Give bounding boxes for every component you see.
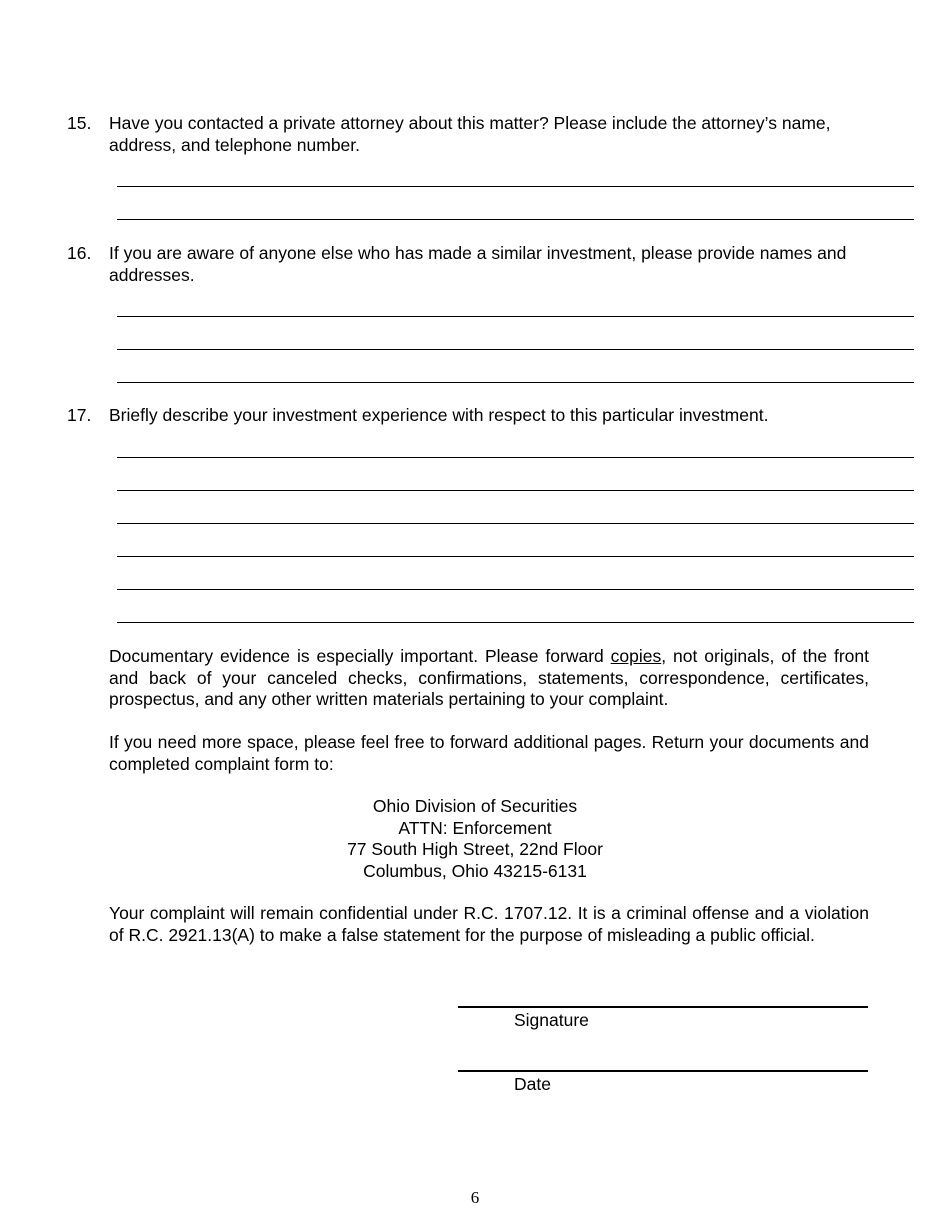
evidence-paragraph [109,646,869,711]
confidential-paragraph: Your complaint will remain confidential under R.C. 1707.12. It is a criminal offense and a violation of R.C. 2921.13(A) to make a false statement for the purpose of misleading a public official. [109,903,869,945]
evidence-text-start: Documentary evidence is especially important. Please forward [109,646,611,666]
answer-line[interactable] [117,382,914,383]
answer-line[interactable] [117,490,914,491]
mailing-address [275,796,675,882]
answer-line[interactable] [117,589,914,590]
page-number: 6 [470,1188,480,1207]
answer-line[interactable] [117,457,914,458]
address-line: Columbus, Ohio 43215-6131 [363,860,587,881]
address-line: 77 South High Street, 22nd Floor [347,839,603,859]
question-text: Briefly describe your investment experience with respect to this particular investment. [109,405,769,425]
address-line: ATTN: Enforcement [398,817,552,838]
address-line: Ohio Division of Securities [372,796,578,816]
signature-label: Signature [514,1010,589,1030]
question-number: 16. [67,243,92,263]
answer-line[interactable] [117,622,914,623]
date-label: Date [514,1074,551,1094]
answer-line[interactable] [117,556,914,557]
date-line[interactable] [458,1070,868,1072]
more-space-paragraph: If you need more space, please feel free to forward additional pages. Return your documents and completed complaint form to: [109,732,869,774]
answer-line[interactable] [117,349,914,350]
answer-line[interactable] [117,186,914,187]
signature-line[interactable] [458,1006,868,1008]
copies-emphasis: copies [610,646,662,666]
question-15 [67,113,869,156]
question-number: 15. [67,113,92,133]
answer-line[interactable] [117,316,914,317]
question-number: 17. [67,405,92,425]
question-17 [67,405,869,427]
question-text: If you are aware of anyone else who has made a similar investment, please provide names and addresses. [109,243,847,285]
question-16 [67,243,869,286]
answer-line[interactable] [117,219,914,220]
question-text: Have you contacted a private attorney about this matter? Please include the attorney’s name, address, and telephone number. [109,113,831,155]
answer-line[interactable] [117,523,914,524]
evidence-text-end: , not originals, of the front and back of your canceled checks, confirmations, statements, correspondence, certificates, prospectus, and any other written materials pertaining to your complaint. [109,646,869,709]
